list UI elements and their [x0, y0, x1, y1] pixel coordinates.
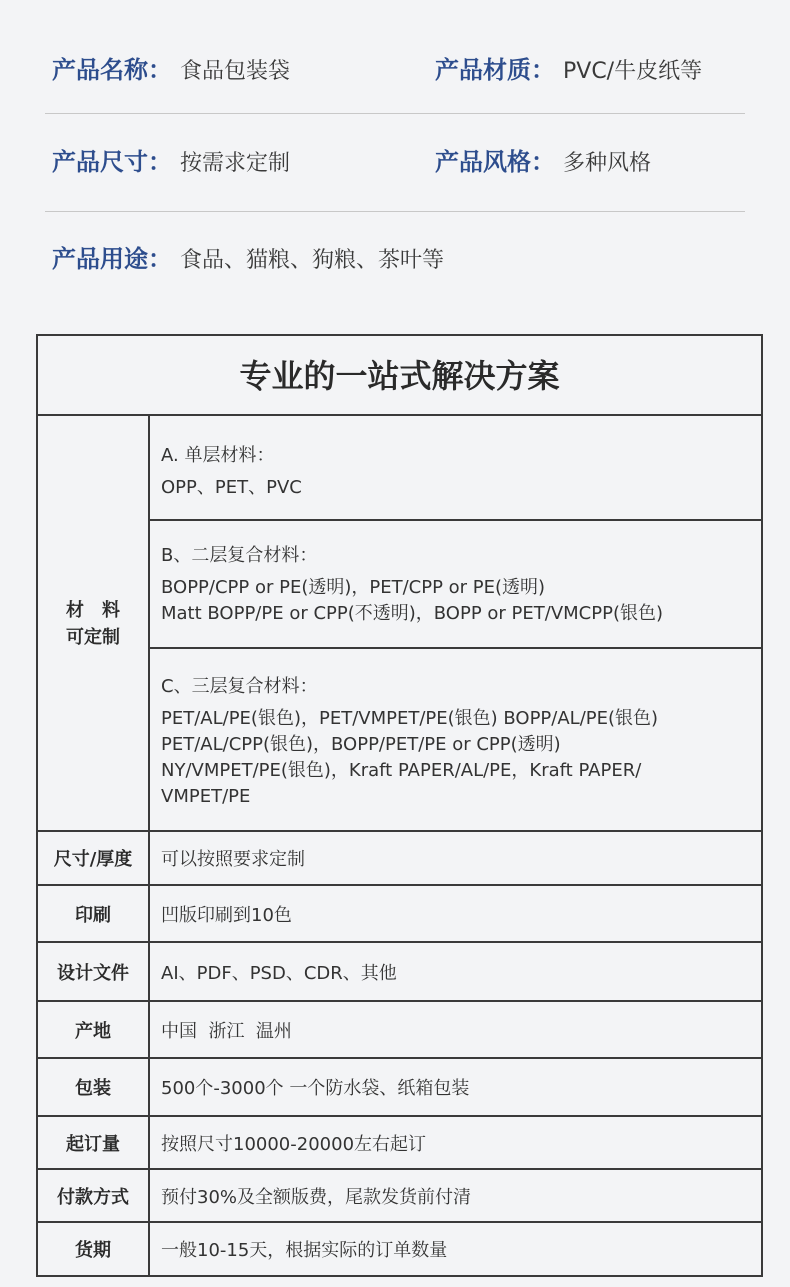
- spec-label: 产品风格: [435, 148, 531, 176]
- row-label-printing: 印刷: [75, 904, 111, 926]
- material-line: Matt BOPP/PE or CPP(不透明)，BOPP or PET/VMCPP(银色): [161, 603, 663, 624]
- spec-label: 产品名称: [52, 56, 148, 84]
- materials-label: [38, 416, 148, 831]
- column-divider: [148, 416, 150, 1275]
- row-label-packaging: 包装: [75, 1078, 111, 1099]
- row-label-size: 尺寸/厚度: [53, 849, 133, 870]
- row-value-printing: 凹版印刷到10色: [161, 904, 292, 926]
- material-group-heading: B、二层复合材料：: [161, 545, 318, 566]
- spec-product-style: [435, 132, 651, 192]
- material-group-heading: C、三层复合材料：: [161, 676, 318, 697]
- spec-product-material: [435, 40, 702, 100]
- spec-value: 按需求定制: [180, 151, 291, 176]
- spec-separator: ：: [148, 56, 172, 84]
- material-group-b: [161, 543, 759, 627]
- spec-label: 产品尺寸: [52, 148, 148, 176]
- spec-product-name: [52, 40, 290, 100]
- row-divider: [150, 647, 761, 649]
- spec-label: 产品材质: [435, 56, 531, 84]
- row-value-packaging: 500个-3000个 一个防水袋、纸箱包装: [161, 1078, 470, 1099]
- row-label-payment: 付款方式: [57, 1186, 129, 1208]
- material-line: NY/VMPET/PE(银色)，Kraft PAPER/AL/PE，Kraft PAPER/: [161, 760, 642, 781]
- row-label-origin: 产地: [75, 1020, 111, 1042]
- row-divider: [150, 519, 761, 521]
- row-label-lead-time: 货期: [75, 1240, 111, 1261]
- table-title: 专业的一站式解决方案: [38, 336, 761, 416]
- material-line: PET/AL/CPP(银色)，BOPP/PET/PE or CPP(透明): [161, 734, 561, 755]
- spec-separator: ：: [148, 245, 172, 273]
- row-value-moq: 按照尺寸10000-20000左右起订: [161, 1133, 427, 1155]
- spec-value: 食品、猫粮、狗粮、茶叶等: [180, 248, 445, 273]
- spec-label: 产品用途: [52, 245, 148, 273]
- spec-value: 多种风格: [563, 151, 652, 176]
- material-line: BOPP/CPP or PE(透明)，PET/CPP or PE(透明): [161, 577, 546, 598]
- material-line: VMPET/PE: [161, 786, 251, 807]
- divider: [45, 211, 745, 212]
- spec-separator: ：: [148, 148, 172, 176]
- spec-separator: ：: [531, 56, 555, 84]
- spec-row-1: [0, 40, 790, 100]
- spec-product-size: [52, 132, 290, 192]
- row-value-lead-time: 一般10-15天，根据实际的订单数量: [161, 1240, 448, 1261]
- row-value-origin: 中国 浙江 温州: [161, 1020, 292, 1042]
- divider: [45, 113, 745, 114]
- spec-value: 食品包装袋: [180, 59, 291, 84]
- row-value-design-files: AI、PDF、PSD、CDR、其他: [161, 962, 397, 984]
- row-label-design-files: 设计文件: [57, 962, 129, 984]
- row-value-size: 可以按照要求定制: [161, 849, 305, 870]
- spec-row-2: [0, 132, 790, 192]
- spec-value: PVC/牛皮纸等: [563, 59, 703, 84]
- material-line: PET/AL/PE(银色)，PET/VMPET/PE(银色) BOPP/AL/PE(银色): [161, 708, 659, 729]
- row-value-payment: 预付30%及全额版费，尾款发货前付清: [161, 1186, 472, 1208]
- row-label-moq: 起订量: [66, 1133, 120, 1155]
- spec-separator: ：: [531, 148, 555, 176]
- material-group-a: [161, 443, 759, 501]
- spec-product-usage: [52, 229, 444, 289]
- materials-label-line2: 可定制: [66, 626, 120, 648]
- material-line: OPP、PET、PVC: [161, 477, 302, 498]
- material-group-c: [161, 674, 759, 810]
- spec-row-3: [0, 229, 790, 289]
- materials-label-line1: 材 料: [66, 599, 120, 621]
- solution-table: [36, 334, 763, 1277]
- material-group-heading: A. 单层材料：: [161, 445, 275, 466]
